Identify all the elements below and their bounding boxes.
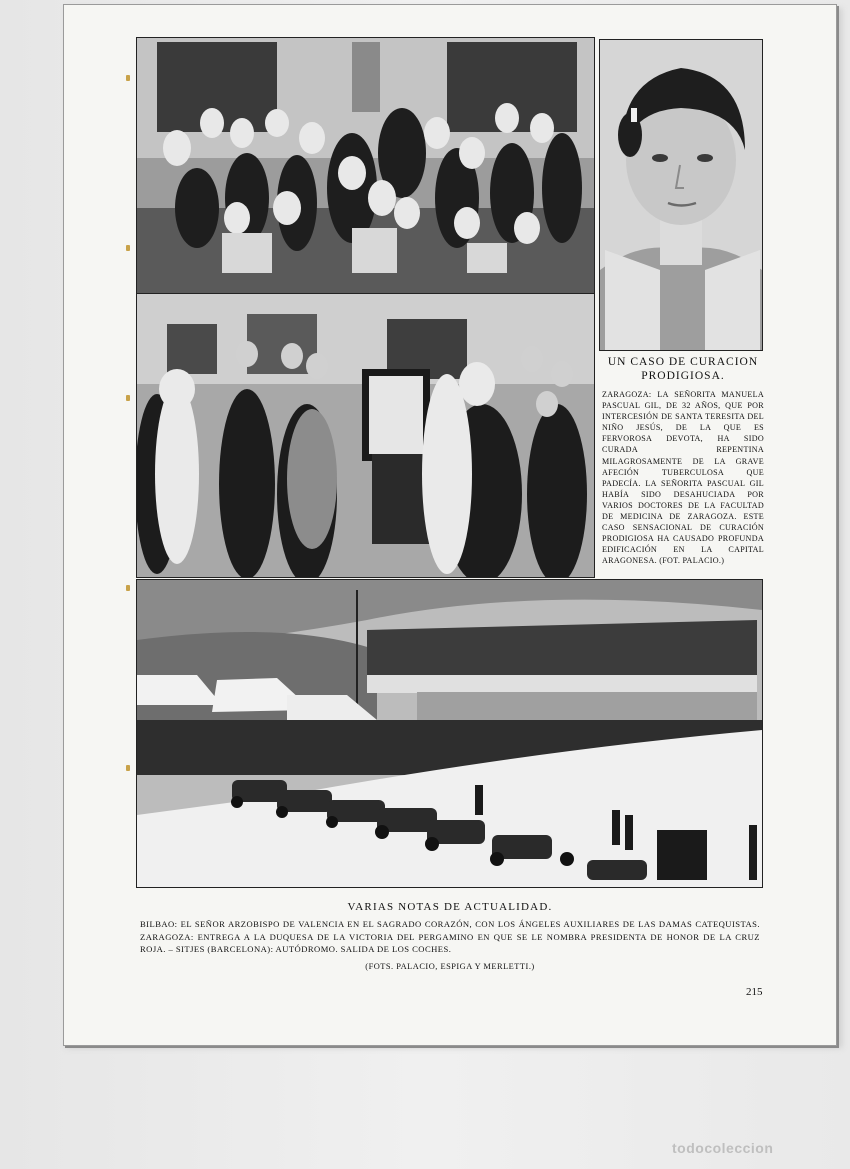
watermark-logo: todocoleccion [672, 1140, 774, 1156]
photo-sitges-autodrome [136, 579, 763, 888]
portrait-caption-title: UN CASO DE CURACION PRODIGIOSA. [607, 356, 759, 382]
portrait-caption [602, 355, 764, 567]
main-caption: BILBAO: EL SEÑOR ARZOBISPO DE VALENCIA EN EL SAGRADO CORAZÓN, CON LOS ÁNGELES AUXILIARES DE LAS DAMAS CATEQUISTAS. ZARAGOZA: ENTREGA A LA DUQUESA DE LA VICTORIA DEL PERGAMINO EN QUE SE LE NOMBRA PRESIDENTA DE HONOR DE LA CRUZ ROJA. – SITJES (BARCELONA): AUTÓDROMO. SALIDA DE LOS COCHES. [140, 919, 760, 955]
page-number: 215 [746, 986, 763, 998]
photo-credit: (FOTS. PALACIO, ESPIGA Y MERLETTI.) [365, 962, 535, 971]
photo-bilbao-group [136, 37, 595, 294]
portrait-caption-body: ZARAGOZA: LA SEÑORITA MANUELA PASCUAL GIL, DE 32 AÑOS, QUE POR INTERCESIÓN DE SANTA TERESITA DEL NIÑO JESÚS, DE LA QUE ES FERVOROSA DEVOTA, HA SIDO CURADA REPENTINA MILAGROSAMENTE DE LA GRAVE AFECIÓN TUBERCULOSA QUE PADECÍA. LA SEÑORITA PASCUAL GIL HABÍA SIDO DESAHUCIADA POR VARIOS DOCTORES DE LA FACULTAD DE MEDICINA DE ZARAGOZA. ESTE CASO SENSACIONAL DE CURACIÓN PRODIGIOSA HA CAUSADO PROFUNDA EDIFICACIÓN EN LA CAPITAL ARAGONESA. (FOT. PALACIO.) [602, 390, 764, 566]
photo-portrait [599, 39, 763, 351]
photo-zaragoza-ceremony [136, 293, 595, 578]
main-title: VARIAS NOTAS DE ACTUALIDAD. [347, 901, 553, 913]
magazine-page [63, 4, 837, 1046]
binding-staples [126, 65, 132, 825]
